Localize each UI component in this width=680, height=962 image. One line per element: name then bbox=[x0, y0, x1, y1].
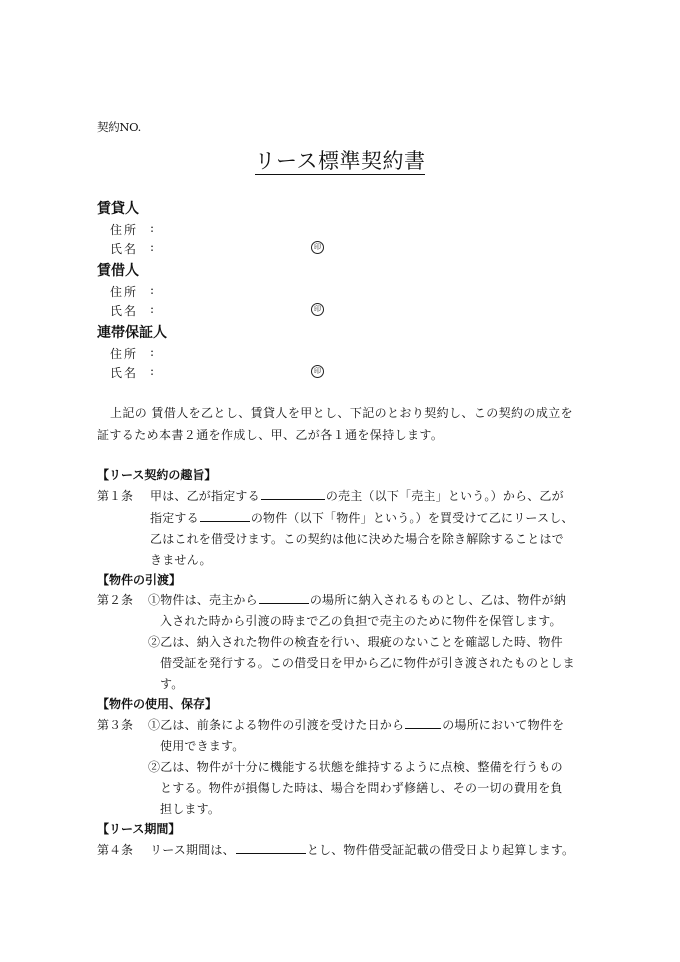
article-1-number: 第１条 bbox=[97, 489, 134, 503]
lease-term-blank bbox=[236, 842, 306, 854]
article-2-para-2-line-1: ②乙は、納入された物件の検査を行い、瑕疵のないことを確認した時、物件 bbox=[148, 635, 563, 649]
article-2-para-1-line-1-b: の場所に納入されるものとし、乙は、物件が納 bbox=[309, 593, 567, 607]
seller-blank bbox=[261, 488, 325, 500]
delivery-place-blank bbox=[259, 592, 309, 604]
section-1-heading: 【リース契約の趣旨】 bbox=[97, 468, 217, 482]
article-1-line-1-a: 甲は、乙が指定する bbox=[150, 489, 260, 503]
article-2-number: 第２条 bbox=[97, 593, 134, 607]
article-3-para-1-line-1 bbox=[148, 716, 564, 733]
section-4-heading: 【リース期間】 bbox=[97, 822, 181, 836]
usage-place-blank bbox=[405, 717, 441, 729]
lessor-address-label: 住所 bbox=[110, 223, 139, 237]
guarantor-name-colon: : bbox=[150, 364, 155, 378]
section-2-heading: 【物件の引渡】 bbox=[97, 573, 182, 587]
lessor-name-colon: : bbox=[150, 240, 155, 254]
article-1-line-1-b: の売主（以下「売主」という。）から、乙が bbox=[325, 489, 564, 503]
article-2-para-1-line-1 bbox=[148, 591, 566, 608]
article-1-line-2-a: 指定する bbox=[150, 511, 199, 525]
document-title-text: リース標準契約書 bbox=[254, 149, 426, 173]
guarantor-address-label: 住所 bbox=[110, 347, 139, 361]
guarantor-address-colon: : bbox=[150, 345, 155, 359]
article-3-para-2-line-1: ②乙は、物件が十分に機能する状態を維持するように点検、整備を行うもの bbox=[148, 760, 563, 774]
article-3-number: 第３条 bbox=[97, 718, 134, 732]
lessee-address-label: 住所 bbox=[110, 285, 139, 299]
lessee-seal-mark: 印 bbox=[311, 303, 324, 316]
intro-line-1: 上記の 賃借人を乙とし、賃貸人を甲とし、下記のとおり契約し、この契約の成立を bbox=[110, 406, 574, 420]
lessor-seal-mark: 印 bbox=[311, 241, 324, 254]
lessee-name-label: 氏名 bbox=[110, 304, 139, 318]
article-4-line-1 bbox=[150, 841, 574, 858]
article-3-para-1-line-1-b: の場所において物件を bbox=[442, 718, 565, 732]
intro-line-2: 証するため本書２通を作成し、甲、乙が各１通を保持します。 bbox=[97, 428, 444, 442]
article-2-para-1-line-2: 入された時から引渡の時まで乙の負担で売主のために物件を保管します。 bbox=[160, 614, 562, 628]
article-2-para-2-line-3: す。 bbox=[160, 677, 184, 691]
article-3-para-2-line-3: 担します。 bbox=[160, 802, 221, 816]
article-4-line-1-a: リース期間は、 bbox=[150, 843, 235, 857]
article-2-para-2-line-2: 借受証を発行する。この借受日を甲から乙に物件が引き渡されたものとしま bbox=[160, 656, 575, 670]
lessor-address-colon: : bbox=[150, 221, 155, 235]
article-2-para-1-line-1-a: ①物件は、売主から bbox=[148, 593, 258, 607]
article-3-para-2-line-2: とする。物件が損傷した時は、場合を問わず修繕し、その一切の費用を負 bbox=[160, 781, 563, 795]
lessee-name-colon: : bbox=[150, 302, 155, 316]
article-4-number: 第４条 bbox=[97, 843, 134, 857]
guarantor-heading: 連帯保証人 bbox=[97, 325, 167, 341]
article-1-line-2-b: の物件（以下「物件」という。）を買受けて乙にリースし、 bbox=[250, 511, 574, 525]
article-1-line-3: 乙はこれを借受けます。この契約は他に決めた場合を除き解除することはで bbox=[150, 532, 564, 546]
article-1-line-4: きません。 bbox=[150, 553, 212, 567]
lessor-name-label: 氏名 bbox=[110, 242, 139, 256]
guarantor-seal-mark: 印 bbox=[311, 365, 324, 378]
contract-number-label: 契約NO. bbox=[97, 120, 141, 134]
lessor-heading: 賃貸人 bbox=[97, 201, 139, 217]
article-1-line-1 bbox=[150, 487, 564, 504]
article-3-para-1-line-1-a: ①乙は、前条による物件の引渡を受けた日から bbox=[148, 718, 405, 732]
guarantor-name-label: 氏名 bbox=[110, 366, 139, 380]
document-title bbox=[0, 145, 680, 175]
lessee-address-colon: : bbox=[150, 283, 155, 297]
lessee-heading: 賃借人 bbox=[97, 263, 139, 279]
article-1-line-2 bbox=[150, 509, 574, 526]
article-4-line-1-b: とし、物件借受証記載の借受日より起算します。 bbox=[306, 843, 575, 857]
article-3-para-1-line-2: 使用できます。 bbox=[160, 739, 245, 753]
item-blank bbox=[200, 510, 250, 522]
section-3-heading: 【物件の使用、保存】 bbox=[97, 697, 218, 711]
